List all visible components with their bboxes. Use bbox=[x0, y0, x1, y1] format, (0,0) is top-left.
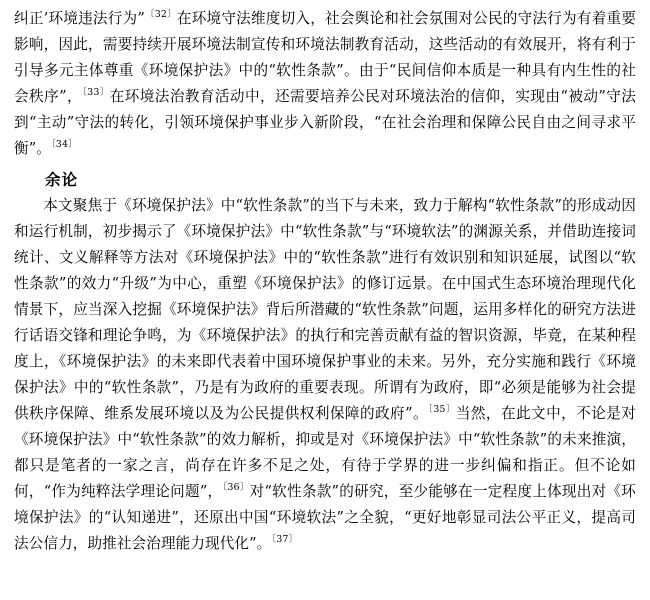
footnote-marker[interactable]: 〔35〕 bbox=[428, 404, 456, 416]
paragraph-continued: 纠正’环境违法行为”$^{〔32〕}$在环境守法维度切入，社会舆论和社会氛围对公民的守法行为有着重要影响，因此，需要持续开展环境法制宣传和环境法制教育活动，这些活动的有效展开，将有利于引导多元主体尊重《环境保护法》中的“软性条款”。由于“民间信仰本质是一种具有内生性的社会秩序”，$^{〔33〕}$在环境法治教育活动中，还需要培养公民对环境法治的信仰，实现由“被动”守法到“主动”守法的转化，引领环境保护事业步入新阶段，“在社会治理和保障公民自由之间寻求平衡”。$^{〔34〕}$ bbox=[14, 9, 636, 157]
footnote-marker[interactable]: 〔37〕 bbox=[271, 534, 299, 546]
footnote-marker[interactable]: 〔36〕 bbox=[222, 482, 250, 494]
paragraph-conclusion: 本文聚焦于《环境保护法》中“软性条款”的当下与未来，致力于解构“软性条款”的形成动因和运行机制，初步揭示了《环境保护法》中“软性条款”与“环境软法”的渊源关系，并借助连接词统计、文义解释等方法对《环境保护法》中的“软性条款”进行有效识别和知识延展，试图以“软性条款”的效力“升级”为中心，重塑《环境保护法》的修订远景。在中国式生态环境治理现代化情景下，应当深入挖掘《环境保护法》背后所潜藏的“软性条款”问题，运用多样化的研究方法进行话语交锋和理论争鸣，为《环境保护法》的执行和完善贡献有益的智识资源，毕竟，在某种程度上，《环境保护法》的未来即代表着中国环境保护事业的未来。另外，充分实施和践行《环境保护法》中的“软性条款”，乃是有为政府的重要表现。所谓有为政府，即“必须是能够为社会提供秩序保障、维系发展环境以及为公民提供权利保障的政府”。$^{〔35〕}$当然，在此文中，不论是对《环境保护法》中“软性条款”的效力解析，抑或是对《环境保护法》中“软性条款”的未来推演，都只是笔者的一家之言，尚存在许多不足之处，有待于学界的进一步纠偏和指正。但不论如何，“作为纯粹法学理论问题”，$^{〔36〕}$对“软性条款”的研究，至少能够在一定程度上体现出对《环境保护法》的“认知递进”，还原出中国“环境软法”之全貌，“更好地彰显司法公平正义，提高司法公信力，助推社会治理能力现代化”。$^{〔37〕}$ bbox=[14, 197, 637, 552]
footnote-marker[interactable]: 〔34〕 bbox=[50, 138, 78, 150]
section-heading: 余论 bbox=[45, 169, 79, 189]
footnote-marker[interactable]: 〔33〕 bbox=[82, 87, 110, 99]
footnote-marker[interactable]: 〔32〕 bbox=[144, 9, 177, 21]
